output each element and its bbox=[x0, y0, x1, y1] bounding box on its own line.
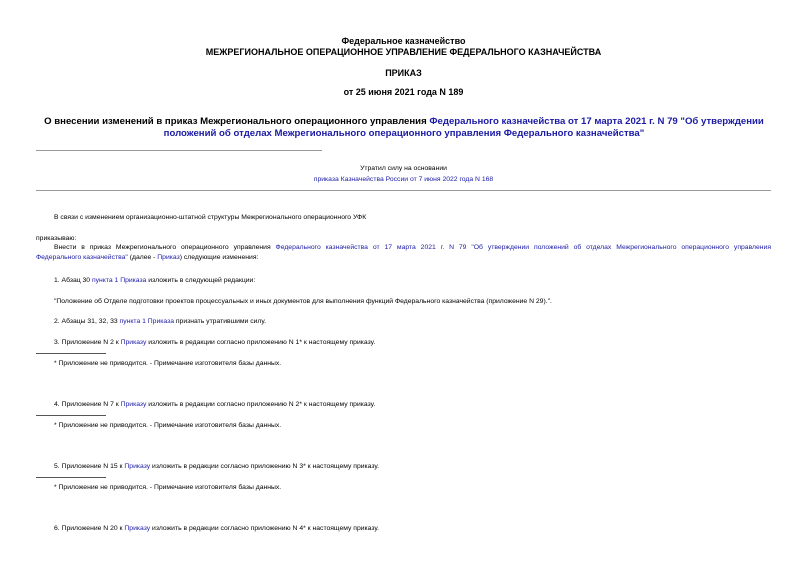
item-1-link[interactable]: пункта 1 Приказа bbox=[91, 277, 147, 284]
p0-end: ) следующие изменения: bbox=[179, 254, 259, 261]
item-6: 6. Приложение N 20 к Приказу изложить в редакции согласно приложению N 4* к настоящему приказу. bbox=[54, 525, 379, 532]
quote-paragraph: "Положение об Отделе подготовки проектов процессуальных и иных документов для выполнения функций Федерального казначейства (приложение N 29).". bbox=[54, 298, 552, 305]
orders-label: приказываю: bbox=[36, 235, 77, 242]
item-5: 5. Приложение N 15 к Приказу изложить в редакции согласно приложению N 3* к настоящему приказу. bbox=[54, 463, 379, 470]
item-6-link[interactable]: Приказу bbox=[124, 525, 151, 532]
footnote: * Приложение не приводится. - Примечание изготовителя базы данных. bbox=[54, 422, 282, 429]
footnote: * Приложение не приводится. - Примечание изготовителя базы данных. bbox=[54, 484, 282, 491]
item-4-link[interactable]: Приказу bbox=[120, 401, 147, 408]
header-org: Федеральное казначейство bbox=[341, 36, 466, 46]
divider bbox=[36, 190, 771, 191]
p0-mid: (далее - bbox=[127, 254, 158, 261]
p0-link[interactable]: Федерального казначейства от 17 марта 2021 г. N 79 "Об утверждении положений об отделах Межрегионального операционного управления bbox=[275, 244, 771, 251]
footnote-rule bbox=[36, 353, 106, 354]
item-2-link[interactable]: пункта 1 Приказа bbox=[119, 318, 174, 325]
main-paragraph-line1 bbox=[54, 243, 771, 253]
item-1: 1. Абзац 30 пункта 1 Приказа изложить в следующей редакции: bbox=[54, 277, 256, 284]
title-prefix: О внесении изменений в приказ Межрегионального операционного управления bbox=[44, 116, 430, 127]
title-link[interactable]: Федерального казначейства от 17 марта 2021 г. N 79 "Об утверждении положений об отделах Межрегионального операционного управления Федерального казначейства" bbox=[163, 116, 764, 139]
item-2: 2. Абзацы 31, 32, 33 пункта 1 Приказа признать утратившими силу. bbox=[54, 318, 266, 325]
footnote: * Приложение не приводится. - Примечание изготовителя базы данных. bbox=[54, 360, 282, 367]
item-3-link[interactable]: Приказу bbox=[120, 339, 147, 346]
doc-type: ПРИКАЗ bbox=[385, 68, 422, 78]
status-link[interactable]: приказа Казначейства России от 7 июня 2022 года N 168 bbox=[313, 176, 494, 183]
item-4: 4. Приложение N 7 к Приказу изложить в редакции согласно приложению N 2* к настоящему приказу. bbox=[54, 401, 376, 408]
p0-prefix: Внести в приказ Межрегионального операционного управления bbox=[54, 244, 276, 251]
main-paragraph-line2 bbox=[36, 253, 258, 263]
footnote-rule bbox=[36, 415, 106, 416]
divider bbox=[36, 150, 322, 151]
status-text: Утратил силу на основании bbox=[360, 165, 447, 172]
p0-link-cont[interactable]: Федерального казначейства" bbox=[36, 254, 128, 261]
footnote-rule bbox=[36, 477, 106, 478]
intro-paragraph: В связи с изменением организационно-штатной структуры Межрегионального операционного УФК bbox=[54, 214, 367, 221]
item-3: 3. Приложение N 2 к Приказу изложить в редакции согласно приложению N 1* к настоящему приказу. bbox=[54, 339, 376, 346]
header-dept: МЕЖРЕГИОНАЛЬНОЕ ОПЕРАЦИОННОЕ УПРАВЛЕНИЕ ФЕДЕРАЛЬНОГО КАЗНАЧЕЙСТВА bbox=[205, 47, 602, 57]
document-title bbox=[36, 116, 772, 140]
p0-link-prikaz[interactable]: Приказ bbox=[157, 254, 180, 261]
date-number: от 25 июня 2021 года N 189 bbox=[343, 87, 464, 97]
item-5-link[interactable]: Приказу bbox=[124, 463, 151, 470]
